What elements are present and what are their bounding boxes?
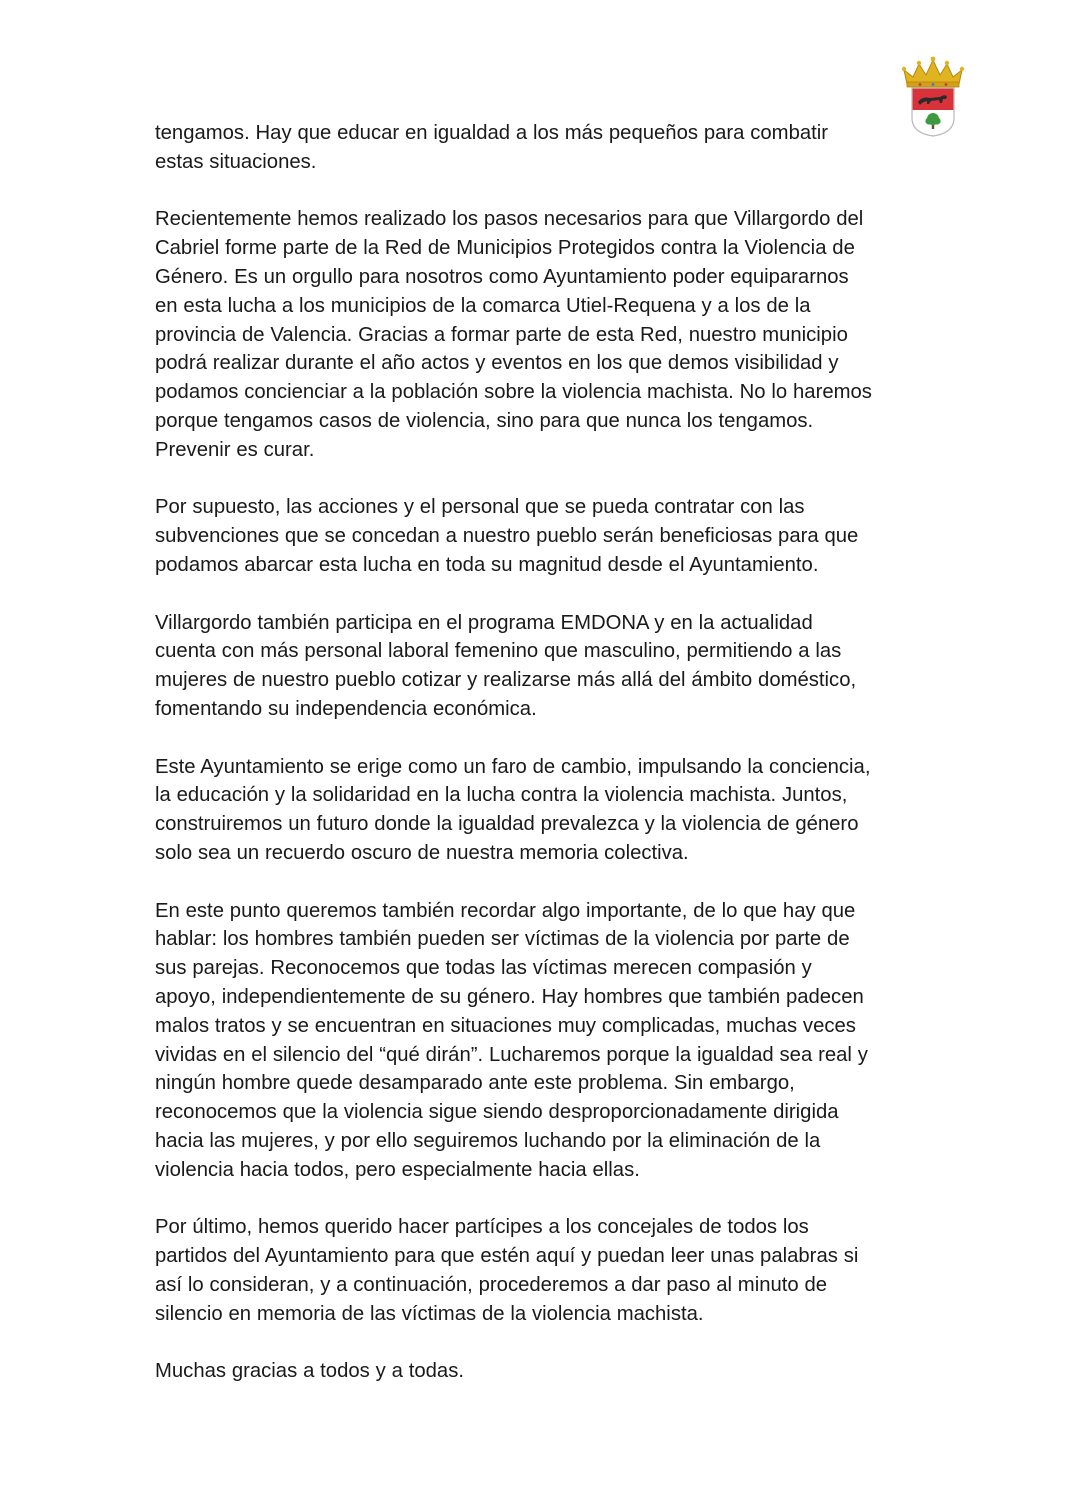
text-line: así lo consideran, y a continuación, procederemos a dar paso al minuto de [155, 1273, 828, 1296]
text-line: subvenciones que se concedan a nuestro pueblo serán beneficiosas para que [155, 525, 859, 548]
text-line: tengamos. Hay que educar en igualdad a los más pequeños para combatir [155, 122, 829, 144]
crown-icon [902, 57, 964, 87]
text-line: podrá realizar durante el año actos y eventos en los que demos visibilidad y [155, 352, 839, 375]
text-line: Por último, hemos querido hacer partícipes a los concejales de todos los [155, 1216, 809, 1239]
text-line: apoyo, independientemente de su género. Hay hombres que también padecen [155, 985, 864, 1008]
text-line: hacia las mujeres, y por ello seguiremos luchando por la eliminación de la [155, 1129, 821, 1152]
text-line: cuenta con más personal laboral femenino que masculino, permitiendo a las [155, 640, 842, 663]
paragraph [155, 205, 945, 464]
text-line: partidos del Ayuntamiento para que estén aquí y puedan leer unas palabras si [155, 1245, 859, 1268]
text-line: podamos concienciar a la población sobre la violencia machista. No lo haremos [155, 381, 872, 404]
text-line: Género. Es un orgullo para nosotros como Ayuntamiento poder equipararnos [155, 265, 849, 288]
text-line: Cabriel forme parte de la Red de Municipios Protegidos contra la Violencia de [155, 237, 855, 260]
text-line: porque tengamos casos de violencia, sino para que nunca los tengamos. [155, 409, 814, 432]
text-line: Prevenir es curar. [155, 438, 315, 461]
text-line: En este punto queremos también recordar algo importante, de lo que hay que [155, 899, 856, 922]
text-line: mujeres de nuestro pueblo cotizar y realizarse más allá del ámbito doméstico, [155, 669, 857, 692]
paragraph [155, 1213, 945, 1328]
text-line: podamos abarcar esta lucha en toda su magnitud desde el Ayuntamiento. [155, 553, 819, 576]
text-line: sus parejas. Reconocemos que todas las víctimas merecen compasión y [155, 957, 812, 980]
text-line: estas situaciones. [155, 150, 317, 173]
text-line: violencia hacia todos, pero especialmente hacia ellas. [155, 1158, 640, 1181]
text-line: hablar: los hombres también pueden ser víctimas de la violencia por parte de [155, 928, 850, 951]
paragraph [155, 609, 945, 724]
paragraph [155, 1357, 945, 1386]
paragraph [155, 897, 945, 1185]
text-line: silencio en memoria de las víctimas de la violencia machista. [155, 1302, 704, 1325]
text-line: solo sea un recuerdo oscuro de nuestra memoria colectiva. [155, 841, 689, 864]
text-line: Villargordo también participa en el programa EMDONA y en la actualidad [155, 611, 813, 634]
text-line: la educación y la solidaridad en la lucha contra la violencia machista. Juntos, [155, 784, 848, 807]
text-line: ningún hombre quede desamparado ante este problema. Sin embargo, [155, 1072, 795, 1095]
text-line: reconocemos que la violencia sigue siendo desproporcionadamente dirigida [155, 1101, 839, 1124]
text-line: Muchas gracias a todos y a todas. [155, 1360, 464, 1383]
text-line: fomentando su independencia económica. [155, 697, 537, 720]
text-line: provincia de Valencia. Gracias a formar parte de esta Red, nuestro municipio [155, 323, 848, 346]
paragraph [155, 119, 945, 177]
text-line: vividas en el silencio del “qué dirán”. Lucharemos porque la igualdad sea real y [155, 1043, 868, 1066]
paragraph [155, 753, 945, 868]
text-line: construiremos un futuro donde la igualdad prevalezca y la violencia de género [155, 813, 859, 836]
text-line: Este Ayuntamiento se erige como un faro de cambio, impulsando la conciencia, [155, 755, 871, 778]
text-line: Por supuesto, las acciones y el personal que se pueda contratar con las [155, 496, 805, 519]
text-line: en esta lucha a los municipios de la comarca Utiel-Requena y a los de la [155, 294, 811, 317]
text-line: malos tratos y se encuentran en situaciones muy complicadas, muchas veces [155, 1014, 856, 1037]
paragraph [155, 493, 945, 579]
speech-body [155, 119, 945, 1386]
text-line: Recientemente hemos realizado los pasos necesarios para que Villargordo del [155, 208, 864, 231]
